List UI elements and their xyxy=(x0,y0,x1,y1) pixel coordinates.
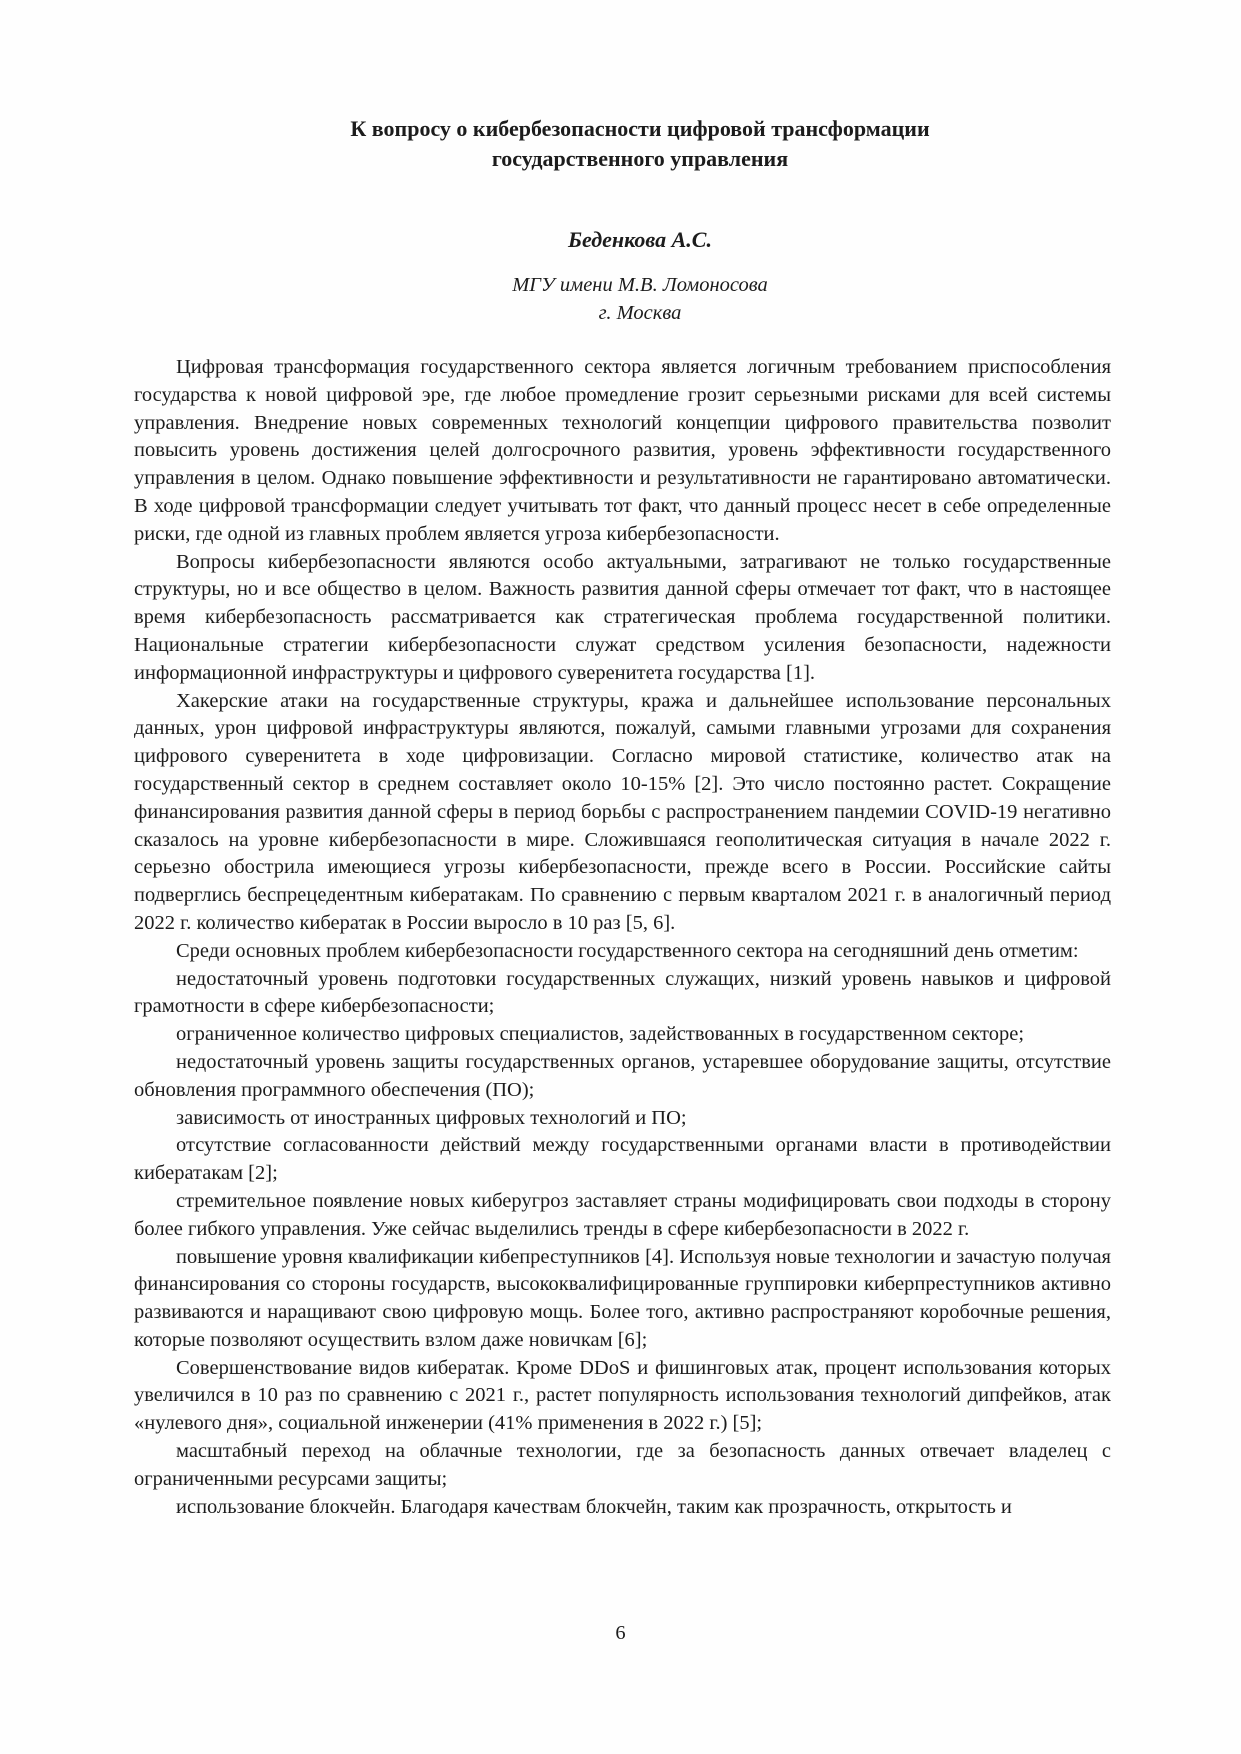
paragraph: Вопросы кибербезопасности являются особо актуальными, затрагивают не только государственные структуры, но и все общество в целом. Важность развития данной сферы отмечает тот факт, что в настоящее время кибербезопасность рассматривается как стратегическая проблема государственной политики. Национальные стратегии кибербезопасности служат средством усиления безопасности, надежности информационной инфраструктуры и цифрового суверенитета государства [1]. xyxy=(134,550,1111,684)
page-number: 6 xyxy=(615,1622,626,1644)
list-item: недостаточный уровень подготовки государственных служащих, низкий уровень навыков и цифровой грамотности в сфере кибербезопасности; xyxy=(134,967,1111,1018)
affiliation-organization: МГУ имени М.В. Ломоносова xyxy=(512,274,768,296)
list-item: стремительное появление новых киберугроз заставляет страны модифицировать свои подходы в сторону более гибкого управления. Уже сейчас выделились тренды в сфере кибербезопасности в 2022 г. xyxy=(134,1189,1111,1240)
affiliation-city: г. Москва xyxy=(598,302,682,324)
article-title xyxy=(160,114,1120,174)
list-item: отсутствие согласованности действий между государственными органами власти в противодействии кибератакам [2]; xyxy=(134,1134,1111,1185)
affiliation xyxy=(160,271,1120,327)
list-item: повышение уровня квалификации кибепреступников [4]. Используя новые технологии и зачастую получая финансирования со стороны государств, высококвалифицированные группировки киберпреступников активно развиваются и наращивают свою цифровую мощь. Более того, активно распространяют коробочные решения, которые позволяют осуществить взлом даже новичкам [6]; xyxy=(134,1245,1111,1351)
paragraph: Цифровая трансформация государственного сектора является логичным требованием приспособления государства к новой цифровой эре, где любое промедление грозит серьезными рисками для всей системы управления. Внедрение новых современных технологий концепции цифрового правительства позволит повысить уровень достижения целей долгосрочного развития, уровень эффективности государственного управления в целом. Однако повышение эффективности и результативности не гарантировано автоматически. В ходе цифровой трансформации следует учитывать тот факт, что данный процесс несет в себе определенные риски, где одной из главных проблем является угроза кибербезопасности. xyxy=(134,356,1111,545)
article-body xyxy=(134,354,1111,1521)
article-title-line-2: государственного управления xyxy=(491,146,789,171)
paragraph: Хакерские атаки на государственные структуры, кража и дальнейшее использование персональных данных, урон цифровой инфраструктуры являются, пожалуй, самыми главными угрозами для сохранения цифрового суверенитета в ходе цифровизации. Согласно мировой статистике, количество атак на государственный сектор в среднем составляет около 10-15% [2]. Это число постоянно растет. Сокращение финансирования развития данной сферы в период борьбы с распространением пандемии COVID-19 негативно сказалось на уровне кибербезопасности в мире. Сложившаяся геополитическая ситуация в начале 2022 г. серьезно обострила имеющиеся угрозы кибербезопасности, прежде всего в России. Российские сайты подверглись беспрецедентным кибератакам. По сравнению с первым кварталом 2021 г. в аналогичный период 2022 г. количество кибератак в России выросло в 10 раз [5, 6]. xyxy=(134,689,1111,934)
list-item: использование блокчейн. Благодаря качествам блокчейн, таким как прозрачность, открытость и xyxy=(176,1495,1012,1518)
list-item: Совершенствование видов кибератак. Кроме DDoS и фишинговых атак, процент использования которых увеличился в 10 раз по сравнению с 2021 г., растет популярность использования технологий дипфейков, атак «нулевого дня», социальной инженерии (41% применения в 2022 г.) [5]; xyxy=(134,1356,1111,1435)
list-item: зависимость от иностранных цифровых технологий и ПО; xyxy=(176,1106,687,1129)
list-item: ограниченное количество цифровых специалистов, задействованных в государственном секторе; xyxy=(176,1023,1025,1046)
list-item: недостаточный уровень защиты государственных органов, устаревшее оборудование защиты, отсутствие обновления программного обеспечения (ПО); xyxy=(134,1050,1111,1101)
paragraph: Среди основных проблем кибербезопасности государственного сектора на сегодняшний день отметим: xyxy=(176,939,1079,962)
list-item: масштабный переход на облачные технологии, где за безопасность данных отвечает владелец с ограниченными ресурсами защиты; xyxy=(134,1440,1111,1490)
author-name: Беденкова А.С. xyxy=(568,227,712,252)
article-title-line-1: К вопросу о кибербезопасности цифровой трансформации xyxy=(350,116,930,141)
